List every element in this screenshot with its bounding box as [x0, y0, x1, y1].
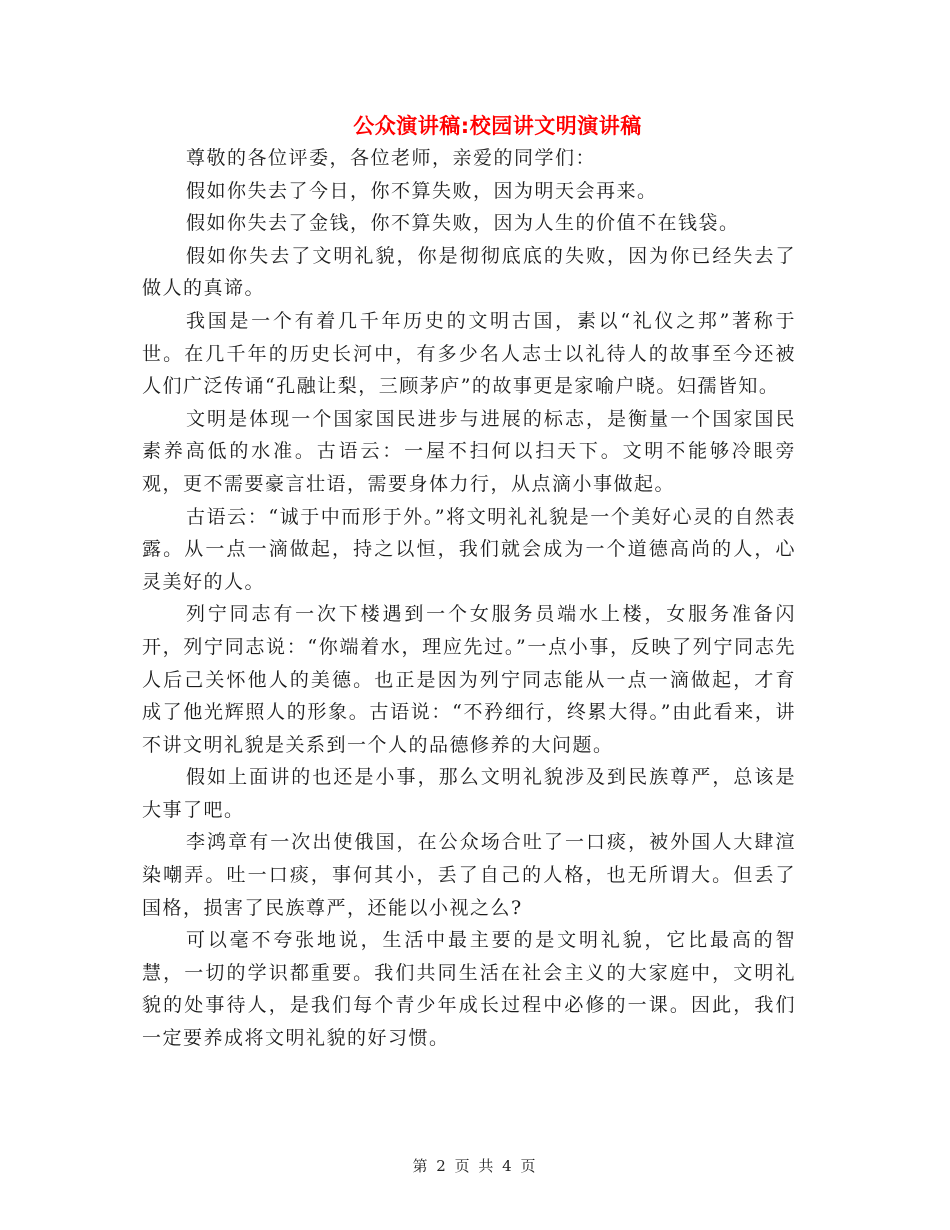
body-paragraph: 李鸿章有一次出使俄国，在公众场合吐了一口痰，被外国人大肆渲染嘲弄。吐一口痰，事何其小，丢了自己的人格，也无所谓大。但丢了国格，损害了民族尊严，还能以小视之么? — [142, 831, 796, 919]
document-body — [142, 142, 796, 1055]
body-paragraph: 假如你失去了金钱，你不算失败，因为人生的价值不在钱袋。 — [186, 212, 740, 235]
document-title: 公众演讲稿:校园讲文明演讲稿 — [353, 114, 642, 138]
page-number-footer: 第 2 页 共 4 页 — [412, 1157, 538, 1175]
body-paragraph: 假如上面讲的也还是小事，那么文明礼貌涉及到民族尊严，总该是大事了吧。 — [142, 766, 796, 821]
body-paragraph: 我国是一个有着几千年历史的文明古国，素以“礼仪之邦”著称于世。在几千年的历史长河中，有多少名人志士以礼待人的故事至今还被人们广泛传诵“孔融让梨，三顾茅庐”的故事更是家喻户晓。妇孺皆知。 — [142, 309, 796, 398]
body-paragraph: 可以毫不夸张地说，生活中最主要的是文明礼貌，它比最高的智慧，一切的学识都重要。我们共同生活在社会主义的大家庭中，文明礼貌的处事待人，是我们每个青少年成长过程中必修的一课。因此，我们一定要养成将文明礼貌的好习惯。 — [142, 929, 796, 1050]
body-paragraph: 假如你失去了今日，你不算失败，因为明天会再来。 — [186, 179, 658, 202]
body-paragraph: 列宁同志有一次下楼遇到一个女服务员端水上楼，女服务准备闪开，列宁同志说：“你端着水，理应先过。”一点小事，反映了列宁同志先人后己关怀他人的美德。也正是因为列宁同志能从一点一滴做起，才育成了他光辉照人的形象。古语说：“不矜细行，终累大得。”由此看来，讲不讲文明礼貌是关系到一个人的品德修养的大问题。 — [142, 603, 796, 756]
body-paragraph: 文明是体现一个国家国民进步与进展的标志，是衡量一个国家国民素养高低的水准。古语云：一屋不扫何以扫天下。文明不能够冷眼旁观，更不需要豪言壮语，需要身体力行，从点滴小事做起。 — [142, 407, 796, 495]
body-paragraph: 古语云：“诚于中而形于外。”将文明礼礼貌是一个美好心灵的自然表露。从一点一滴做起，持之以恒，我们就会成为一个道德高尚的人，心灵美好的人。 — [142, 505, 796, 593]
salutation-paragraph: 尊敬的各位评委，各位老师，亲爱的同学们： — [186, 147, 597, 169]
body-paragraph: 假如你失去了文明礼貌，你是彻彻底底的失败，因为你已经失去了做人的真谛。 — [142, 244, 796, 300]
